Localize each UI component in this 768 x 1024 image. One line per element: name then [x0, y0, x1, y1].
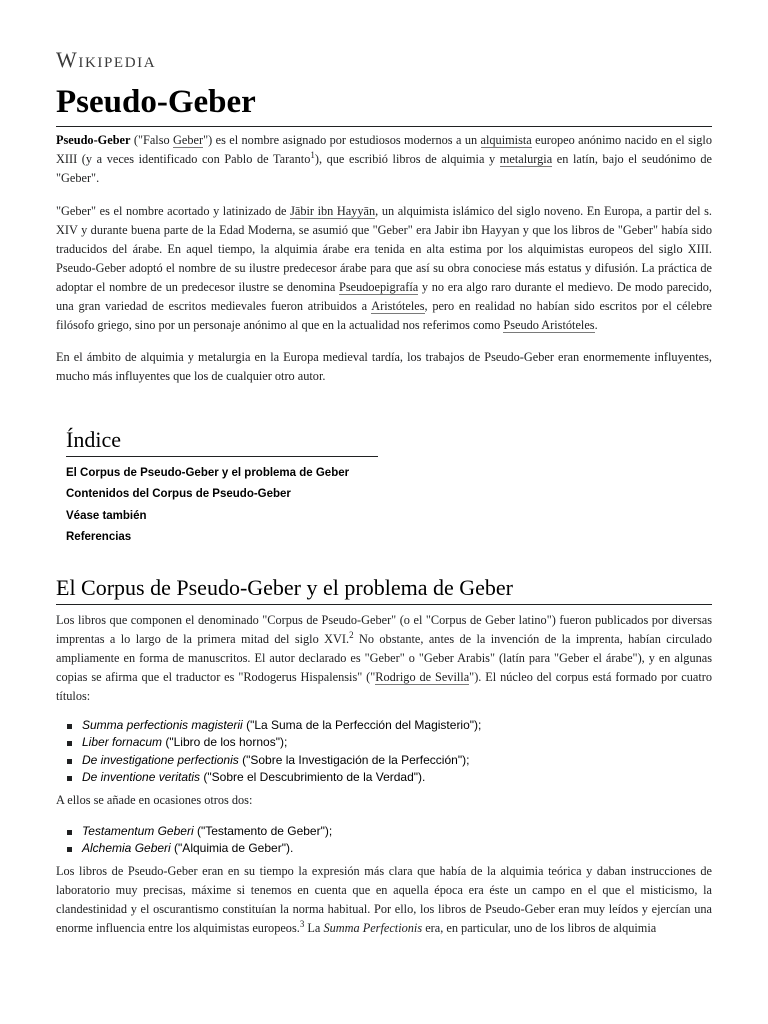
title-gloss: ("Sobre el Descubrimiento de la Verdad"). [200, 769, 426, 784]
text-span: Los libros de Pseudo-Geber eran en su tiempo la expresión más clara que había de la alquimia teórica y daban instrucciones de laboratorio muy precisas, máxime si tenemos en cuenta que en aquella época era éste un campo en el que el misticismo, la clandestinidad y el oscurantismo constituían la norma habitual. Por ello, los libros de Pseudo-Geber eran muy leídos y ejercían una enorme influencia entre los alquimistas europeos. [56, 864, 712, 935]
latin-title: Alchemia Geberi [82, 841, 171, 856]
list-item [56, 769, 712, 786]
link-pseudo-aristoteles[interactable]: Pseudo Aristóteles [503, 318, 595, 332]
intro-paragraph-1 [56, 131, 712, 188]
title-gloss: ("La Suma de la Perfección del Magisterio"); [242, 718, 482, 732]
title-gloss: ("Testamento de Geber"); [193, 824, 333, 838]
link-alquimista[interactable]: alquimista [480, 133, 532, 147]
text-span: y no era algo raro durante el medievo. De modo parecido, una gran variedad de escritos medievales fueron atribuidos a [56, 280, 712, 313]
toc-item[interactable]: Referencias [66, 530, 132, 543]
link-pseudoepigrafia[interactable]: Pseudoepigrafía [339, 280, 419, 294]
list-item [56, 752, 712, 769]
extra-titles-list [56, 823, 712, 858]
text-span: , un alquimista islámico del siglo noveno. En Europa, a partir del s. XIV y durante buena parte de la Edad Moderna, se asumió que "Geber" era Jabir ibn Hayyan y que los libros de "Geber" había sido traducidos del árabe. En aquel tiempo, la alquimia árabe era tenida en alta estima por los alquimistas europeos del siglo XIII. Pseudo-Geber adoptó el nombre de su ilustre predecesor árabe para que así su obra conociese más estatus y difusión. La práctica de adoptar el nombre de un predecesor ilustre se denomina [56, 204, 712, 294]
intro-paragraph-2 [56, 202, 712, 335]
toc-item[interactable]: Véase también [66, 509, 147, 522]
italic-title: Summa Perfectionis [323, 921, 423, 935]
list-item [56, 823, 712, 840]
text-span: europeo anónimo nacido en el siglo XIII (y a veces identificado con Pablo de Taranto [56, 133, 712, 166]
toc-heading: Índice [66, 425, 378, 457]
text-span: ), que escribió libros de alquimia y [314, 152, 500, 166]
list-item [56, 717, 712, 734]
wikipedia-wordmark[interactable]: Wikipedia [56, 47, 157, 72]
text-span: era, en particular, uno de los libros de alquimia [422, 921, 657, 935]
reference-2[interactable]: 2 [349, 629, 354, 640]
section-paragraph-3 [56, 862, 712, 938]
link-metalurgia[interactable]: metalurgia [499, 152, 553, 166]
link-geber[interactable]: Geber [173, 133, 204, 147]
latin-title: Summa perfectionis magisterii [82, 718, 243, 732]
toc-item[interactable]: Contenidos del Corpus de Pseudo-Geber [66, 488, 291, 501]
page-title: Pseudo-Geber [56, 82, 712, 127]
text-span: ("Falso [130, 133, 174, 147]
text-span: "Geber" es el nombre acortado y latinizado de [56, 204, 291, 218]
latin-title: De investigatione perfectionis [82, 752, 239, 767]
link-rodrigo-de-sevilla[interactable]: Rodrigo de Sevilla [375, 670, 470, 684]
toc-item[interactable]: El Corpus de Pseudo-Geber y el problema de Geber [66, 467, 350, 479]
title-gloss: ("Libro de los hornos"); [162, 735, 288, 750]
reference-1[interactable]: 1 [310, 149, 315, 160]
reference-3[interactable]: 3 [299, 918, 305, 929]
text-span: ") es el nombre asignado por estudiosos modernos a un [203, 133, 481, 147]
list-item [56, 734, 712, 751]
section-paragraph-1 [56, 611, 712, 706]
latin-title: Liber fornacum [82, 735, 163, 750]
section-heading: El Corpus de Pseudo-Geber y el problema de Geber [56, 573, 712, 605]
text-span: , pero en realidad no habían sido escritos por el célebre filósofo griego, sino por un personaje anónimo al que en la actualidad nos referimos como [56, 299, 713, 332]
latin-title: Testamentum Geberi [82, 824, 194, 838]
link-jabir-ibn-hayyan[interactable]: Jābir ibn Hayyān [290, 204, 376, 218]
section-paragraph-2: A ellos se añade en ocasiones otros dos: [56, 793, 253, 807]
title-gloss: ("Alquimia de Geber"). [170, 841, 294, 856]
core-titles-list [56, 717, 712, 786]
title-gloss: ("Sobre la Investigación de la Perfección"); [238, 752, 470, 767]
link-aristoteles[interactable]: Aristóteles [371, 299, 425, 313]
latin-title: De inventione veritatis [82, 769, 201, 784]
list-item [56, 840, 712, 857]
text-span: No obstante, antes de la invención de la imprenta, habían circulado ampliamente en forma de manuscritos. El autor declarado es "Geber" o "Geber Arabis" (latín para "Geber el árabe"), y en algunas copias se afirma que el traductor es "Rodogerus Hispalensis" (" [56, 632, 712, 684]
bold-term: Pseudo-Geber [56, 133, 131, 147]
text-span: "). El núcleo del corpus está formado por cuatro títulos: [56, 670, 713, 703]
text-span: La [304, 921, 324, 935]
toc-list [66, 463, 378, 548]
text-span: en latín, bajo el seudónimo de "Geber". [56, 152, 712, 185]
text-span: . [594, 318, 598, 332]
intro-paragraph-3: En el ámbito de alquimia y metalurgia en la Europa medieval tardía, los trabajos de Pseudo-Geber eran enormemente influyentes, mucho más influyentes que los de cualquier otro autor. [56, 350, 712, 383]
table-of-contents [66, 425, 378, 548]
text-span: Los libros que componen el denominado "Corpus de Pseudo-Geber" (o el "Corpus de Geber latino") fueron publicados por diversas imprentas a lo largo de la primera mitad del siglo XVI. [56, 613, 712, 646]
